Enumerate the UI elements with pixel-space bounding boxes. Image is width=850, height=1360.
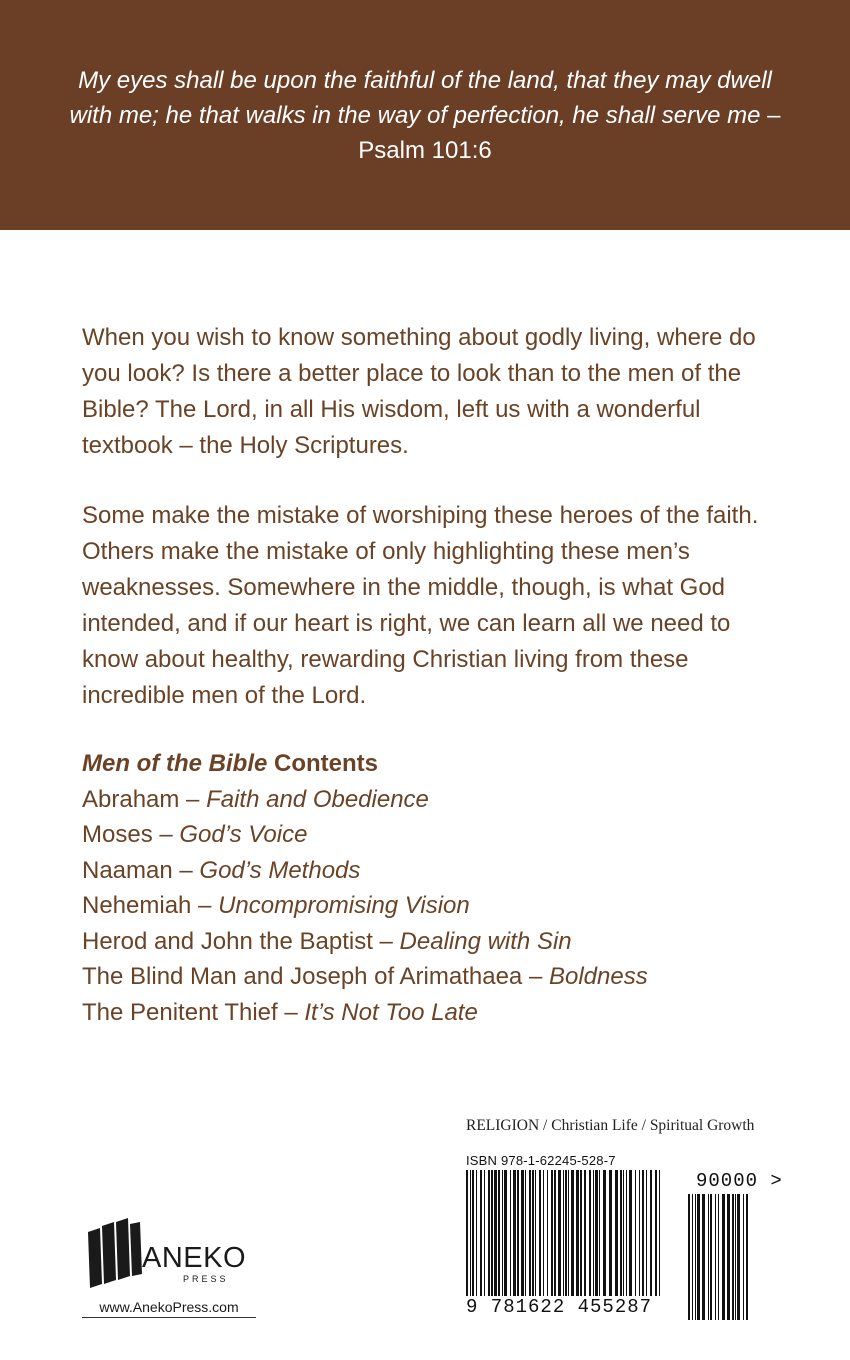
barcode-bar: [551, 1170, 553, 1296]
barcode-bar: [525, 1170, 526, 1296]
contents-item: [82, 817, 802, 853]
bisac-category: RELIGION / Christian Life / Spiritual Growth: [466, 1117, 755, 1134]
barcode-bar: [502, 1170, 503, 1296]
contents-item: [82, 853, 802, 889]
barcode-bar: [599, 1170, 600, 1296]
description-paragraph-2: Some make the mistake of worshiping these heroes of the faith. Others make the mistake of only highlighting these men’s weaknesses. Somewhere in the middle, though, is what God intended, and if our heart is right, we can learn all we need to know about healthy, rewarding Christian living from these incredible men of the Lord.: [82, 502, 759, 709]
ean-barcode: [466, 1170, 662, 1296]
barcode-bar: [576, 1170, 579, 1296]
barcode-bar: [708, 1194, 709, 1320]
contents-item: [82, 959, 802, 995]
barcode-bar: [737, 1194, 740, 1320]
addon-mark: >: [770, 1170, 783, 1192]
barcode-bar: [472, 1170, 474, 1296]
barcode-bar: [529, 1170, 531, 1296]
barcode-bar: [517, 1170, 519, 1296]
barcode-bar: [543, 1170, 544, 1296]
contents-item-name: Abraham –: [82, 785, 207, 813]
barcode-bar: [697, 1194, 700, 1320]
barcode-bar: [715, 1194, 716, 1320]
barcode-bar: [494, 1170, 497, 1296]
barcode-bar: [626, 1170, 627, 1296]
addon-price-code: 90000: [696, 1170, 759, 1192]
barcode-bar: [584, 1170, 586, 1296]
barcode-bar: [659, 1170, 660, 1296]
addon-barcode: [688, 1194, 750, 1320]
barcode-bar: [504, 1170, 507, 1296]
barcode-bar: [476, 1170, 477, 1296]
quote-text: My eyes shall be upon the faithful of the land, that they may dwell with me; he that walks in the way of perfection, he shall serve me: [69, 67, 772, 129]
barcode-bar: [539, 1170, 541, 1296]
barcode-bar: [589, 1170, 591, 1296]
barcode-bar: [620, 1170, 622, 1296]
barcode-bar: [488, 1170, 490, 1296]
contents-item-name: Nehemiah –: [82, 892, 219, 919]
isbn-label: ISBN 978-1-62245-528-7: [466, 1153, 616, 1168]
barcode-bar: [615, 1170, 618, 1296]
barcode-bar: [646, 1170, 647, 1296]
barcode-bar: [510, 1170, 511, 1296]
publisher-name: ANEKO: [142, 1242, 247, 1274]
contents-heading: [82, 746, 802, 782]
quote-dash: –: [760, 102, 781, 129]
barcode-bar: [639, 1170, 640, 1296]
barcode-bar: [554, 1170, 556, 1296]
barcode-bar: [732, 1194, 734, 1320]
barcode-bar: [688, 1194, 690, 1320]
barcode-bar: [571, 1170, 574, 1296]
contents-item-name: Moses –: [82, 821, 180, 848]
barcode-bar: [580, 1170, 582, 1296]
barcode-bar: [695, 1194, 696, 1320]
barcode-bar: [547, 1170, 548, 1296]
contents-item-name: The Blind Man and Joseph of Arimathaea –: [82, 963, 549, 990]
barcode-bar: [565, 1170, 567, 1296]
contents-item-topic: Boldness: [548, 963, 648, 990]
contents-item: [82, 782, 802, 818]
barcode-bar: [722, 1194, 725, 1320]
contents-item-name: Naaman –: [82, 856, 200, 884]
contents-item: [82, 924, 802, 960]
barcode-bar: [521, 1170, 524, 1296]
barcode-bar: [743, 1194, 744, 1320]
barcode-bar: [535, 1170, 536, 1296]
barcode-bar: [480, 1170, 482, 1296]
publisher-website: www.AnekoPress.com: [82, 1299, 256, 1318]
contents-item-topic: Dealing with Sin: [399, 927, 572, 955]
barcode-bar: [498, 1170, 500, 1296]
description-paragraph-1: When you wish to know something about godly living, where do you look? Is there a better place to look than to the men of the Bible? The Lord, in all His wisdom, left us with a wonderful textbook – the Holy Scriptures.: [82, 324, 756, 459]
barcode-bar: [603, 1170, 606, 1296]
barcode-bar: [702, 1194, 705, 1320]
barcode-bar: [563, 1170, 564, 1296]
addon-digits: [696, 1170, 783, 1192]
contents-item: [82, 888, 802, 924]
contents-item-topic: Uncompromising Vision: [218, 892, 470, 919]
barcode-bar: [513, 1170, 516, 1296]
contents-heading-title: Men of the Bible: [82, 750, 268, 777]
barcode-bar: [466, 1170, 468, 1296]
quote-reference: Psalm 101:6: [358, 137, 492, 164]
barcode-bar: [484, 1170, 485, 1296]
contents-heading-rest: Contents: [267, 750, 379, 777]
contents-item-topic: Faith and Obedience: [206, 785, 429, 813]
barcode-bar: [629, 1170, 632, 1296]
barcode-bar: [718, 1194, 719, 1320]
barcode-bar: [635, 1170, 636, 1296]
barcode-bar: [623, 1170, 624, 1296]
contents-item-name: The Penitent Thief –: [82, 998, 305, 1026]
barcode-bar: [558, 1170, 561, 1296]
contents-item-topic: God’s Voice: [179, 821, 308, 848]
barcode-bar: [642, 1170, 644, 1296]
barcode-bar: [655, 1170, 657, 1296]
contents-item-topic: God’s Methods: [199, 856, 361, 884]
ean-digits: 9 781622 455287: [466, 1296, 653, 1318]
epigraph-quote: [60, 63, 790, 168]
barcode-bar: [710, 1194, 712, 1320]
barcode-bar: [568, 1170, 569, 1296]
contents-item-name: Herod and John the Baptist –: [82, 927, 400, 955]
barcode-bar: [692, 1194, 693, 1320]
contents-item: [82, 995, 802, 1031]
barcode-bar: [609, 1170, 612, 1296]
barcode-bar: [746, 1194, 748, 1320]
barcode-bar: [491, 1170, 493, 1296]
barcode-bar: [470, 1170, 471, 1296]
barcode-bar: [727, 1194, 730, 1320]
publisher-sub: PRESS: [183, 1274, 229, 1284]
contents-list: [82, 746, 802, 1030]
contents-item-topic: It’s Not Too Late: [304, 998, 478, 1026]
barcode-bar: [735, 1194, 736, 1320]
barcode-bar: [593, 1170, 594, 1296]
barcode-bar: [532, 1170, 534, 1296]
barcode-bar: [595, 1170, 598, 1296]
barcode-bar: [650, 1170, 652, 1296]
